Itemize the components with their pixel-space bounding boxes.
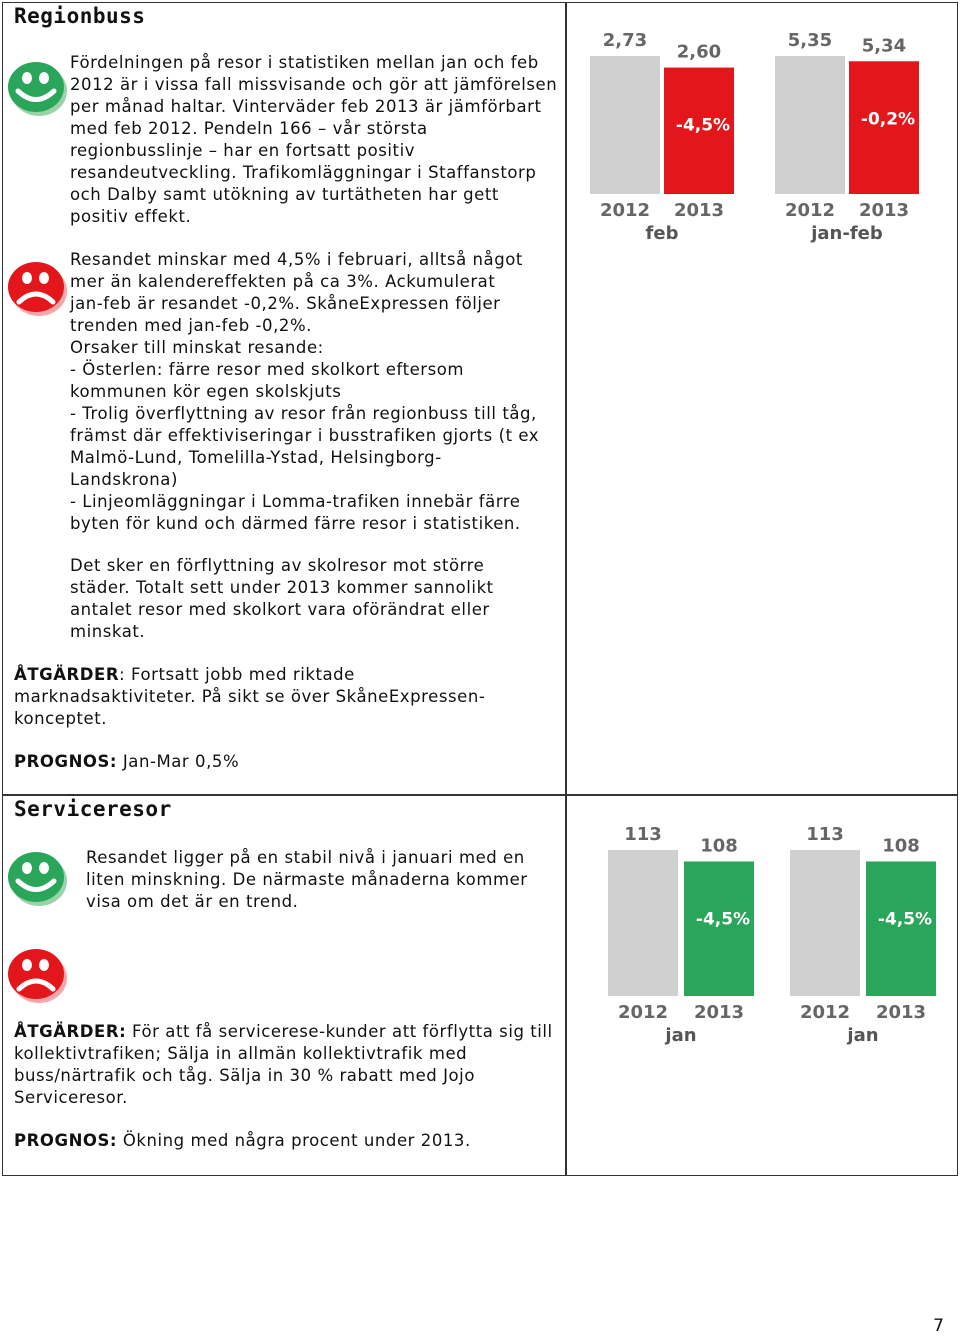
data-label: 2,73	[602, 30, 648, 51]
bar	[590, 56, 660, 194]
data-label: 5,34	[861, 35, 907, 57]
x-tick-label: 2013	[858, 200, 910, 221]
regionbuss-bar-chart	[566, 4, 956, 264]
text-line: - Linjeomläggningar i Lomma-trafiken innebär färre	[70, 492, 521, 511]
atgarder-text: : Fortsatt jobb med riktade marknadsaktiviteter. På sikt se över SkåneExpressen-konceptet.	[14, 665, 486, 728]
regionbuss-prognos	[14, 751, 524, 773]
change-label: -0,2%	[860, 109, 916, 130]
x-tick-label: 2013	[875, 1002, 927, 1023]
happy-face-icon	[6, 848, 68, 908]
regionbuss-atgarder	[14, 664, 524, 730]
bar	[608, 850, 678, 996]
x-tick-label: 2013	[693, 1002, 745, 1023]
text-line: Orsaker till minskat resande:	[70, 338, 324, 357]
atgarder-text: För att få servicerese-kunder att förflytta sig till kollektivtrafiken; Sälja in allmän kollektivtrafik med buss/närtrafik och tåg. Sälja in 30 % rabatt med Jojo Serviceresor.	[14, 1022, 553, 1107]
change-label: -4,5%	[695, 909, 751, 930]
data-label: 108	[882, 835, 920, 857]
change-label: -4,5%	[877, 909, 933, 930]
sad-face-icon	[6, 258, 68, 318]
prognos-text: Ökning med några procent under 2013.	[117, 1131, 471, 1150]
serviceresor-prognos	[14, 1130, 554, 1152]
serviceresor-bar-chart	[566, 798, 956, 1058]
x-tick-label: 2013	[673, 200, 725, 221]
data-label: 113	[624, 824, 662, 845]
text-line: - Trolig överflyttning av resor från regionbuss till tåg,	[70, 404, 537, 423]
serviceresor-atgarder	[14, 1021, 554, 1109]
text-line: jan-feb är resandet -0,2%. SkåneExpressen följer	[70, 294, 501, 313]
data-label: 5,35	[787, 30, 833, 51]
text-line: trenden med jan-feb -0,2%.	[70, 316, 312, 335]
text-line: Malmö-Lund, Tomelilla-Ystad, Helsingborg-	[70, 448, 442, 467]
data-label: 108	[700, 835, 738, 857]
bar	[790, 850, 860, 996]
data-label: 2,60	[676, 41, 722, 63]
page-number: 7	[933, 1316, 944, 1336]
group-label: feb	[645, 223, 679, 244]
x-tick-label: 2012	[617, 1002, 669, 1023]
bar	[775, 56, 845, 194]
text-line: kommunen kör egen skolskjuts	[70, 382, 342, 401]
text-line: mer än kalendereffekten på ca 3%. Ackumulerat	[70, 272, 496, 291]
group-label: jan	[847, 1025, 879, 1046]
text-line: - Österlen: färre resor med skolkort eftersom	[70, 360, 465, 379]
text-line: främst där effektiviseringar i busstrafiken gjorts (t ex	[70, 426, 540, 445]
serviceresor-paragraph: Resandet ligger på en stabil nivå i januari med en liten minskning. De närmaste månaderna kommer visa om det är en trend.	[86, 848, 528, 911]
prognos-text: Jan-Mar 0,5%	[117, 752, 240, 771]
x-tick-label: 2012	[799, 1002, 851, 1023]
regionbuss-decline-paragraph	[70, 249, 565, 535]
regionbuss-intro-paragraph: Fördelningen på resor i statistiken mellan jan och feb 2012 är i vissa fall missvisande och gör att jämförelsen per månad haltar. Vinterväder feb 2013 är jämförbart med feb 2012. Pendeln 166 – vår största regionbusslinje – har en fortsatt positiv resandeutveckling. Trafikomläggningar i Staffanstorp och Dalby samt utökning av turtätheten har gett positiv effekt.	[70, 53, 558, 226]
sad-face-icon	[6, 945, 68, 1005]
group-label: jan-feb	[811, 223, 883, 244]
data-label: 113	[806, 824, 844, 845]
regionbuss-title: Regionbuss	[14, 4, 146, 28]
x-tick-label: 2012	[599, 200, 651, 221]
atgarder-label: ÅTGÄRDER	[14, 665, 120, 684]
text-line: byten för kund och därmed färre resor i statistiken.	[70, 514, 521, 533]
change-label: -4,5%	[675, 115, 731, 136]
happy-face-icon	[6, 58, 68, 118]
text-line: Landskrona)	[70, 470, 178, 489]
text-line: Resandet minskar med 4,5% i februari, alltså något	[70, 250, 523, 269]
prognos-label: PROGNOS:	[14, 1131, 118, 1150]
group-label: jan	[665, 1025, 697, 1046]
atgarder-label: ÅTGÄRDER:	[14, 1022, 127, 1041]
serviceresor-title: Serviceresor	[14, 797, 172, 821]
x-tick-label: 2012	[784, 200, 836, 221]
prognos-label: PROGNOS:	[14, 752, 118, 771]
regionbuss-school-paragraph: Det sker en förflyttning av skolresor mot större städer. Totalt sett under 2013 kommer sannolikt antalet resor med skolkort vara oförändrat eller minskat.	[70, 556, 494, 641]
